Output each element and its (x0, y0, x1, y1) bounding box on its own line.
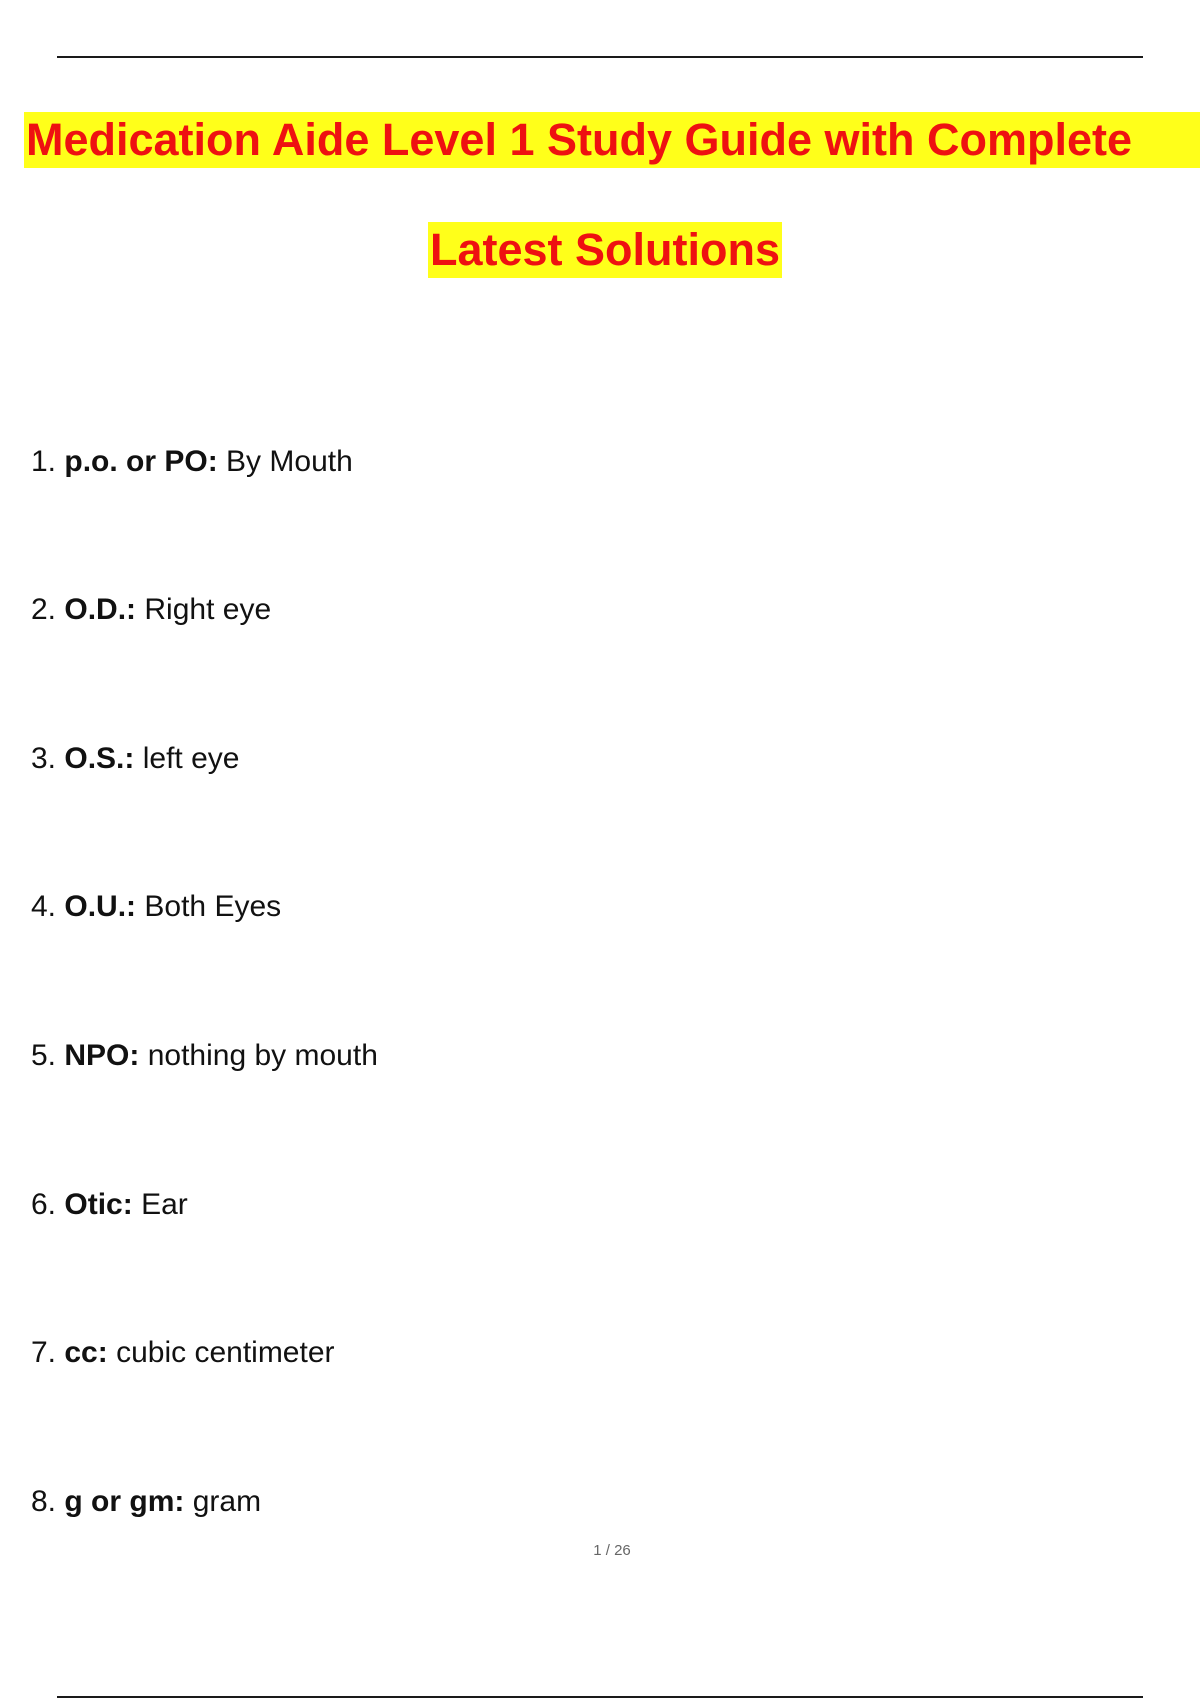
term-meaning: cubic centimeter (116, 1336, 335, 1369)
term-abbreviation: O.S.: (64, 742, 135, 775)
term-abbreviation: NPO: (64, 1039, 140, 1072)
header-rule (57, 56, 1143, 58)
term-meaning: Ear (141, 1188, 188, 1221)
footer-rule (57, 1696, 1143, 1698)
term-meaning: Right eye (144, 593, 272, 626)
term-abbreviation: O.U.: (64, 890, 137, 923)
term-item (31, 1038, 378, 1074)
term-number: 5. (31, 1039, 57, 1072)
term-meaning: Both Eyes (144, 890, 282, 923)
page-number: 1 / 26 (593, 1542, 631, 1559)
term-abbreviation: Otic: (64, 1188, 133, 1221)
term-item (31, 889, 281, 925)
document-title-line-2: Latest Solutions (428, 222, 782, 278)
term-number: 8. (31, 1485, 57, 1518)
term-number: 7. (31, 1336, 57, 1369)
term-item (31, 444, 353, 480)
term-abbreviation: p.o. or PO: (64, 445, 218, 478)
term-meaning: left eye (142, 742, 240, 775)
document-title-line-1: Medication Aide Level 1 Study Guide with Complete (24, 112, 1200, 168)
term-item (31, 592, 271, 628)
term-abbreviation: cc: (64, 1336, 108, 1369)
term-meaning: By Mouth (226, 445, 353, 478)
term-abbreviation: g or gm: (64, 1485, 185, 1518)
term-item (31, 741, 239, 777)
term-number: 2. (31, 593, 57, 626)
term-meaning: nothing by mouth (147, 1039, 378, 1072)
term-number: 4. (31, 890, 57, 923)
term-item (31, 1187, 188, 1223)
term-number: 6. (31, 1188, 57, 1221)
term-meaning: gram (192, 1485, 262, 1518)
term-abbreviation: O.D.: (64, 593, 137, 626)
term-number: 1. (31, 445, 57, 478)
term-item (31, 1484, 261, 1520)
term-item (31, 1335, 335, 1371)
term-number: 3. (31, 742, 57, 775)
